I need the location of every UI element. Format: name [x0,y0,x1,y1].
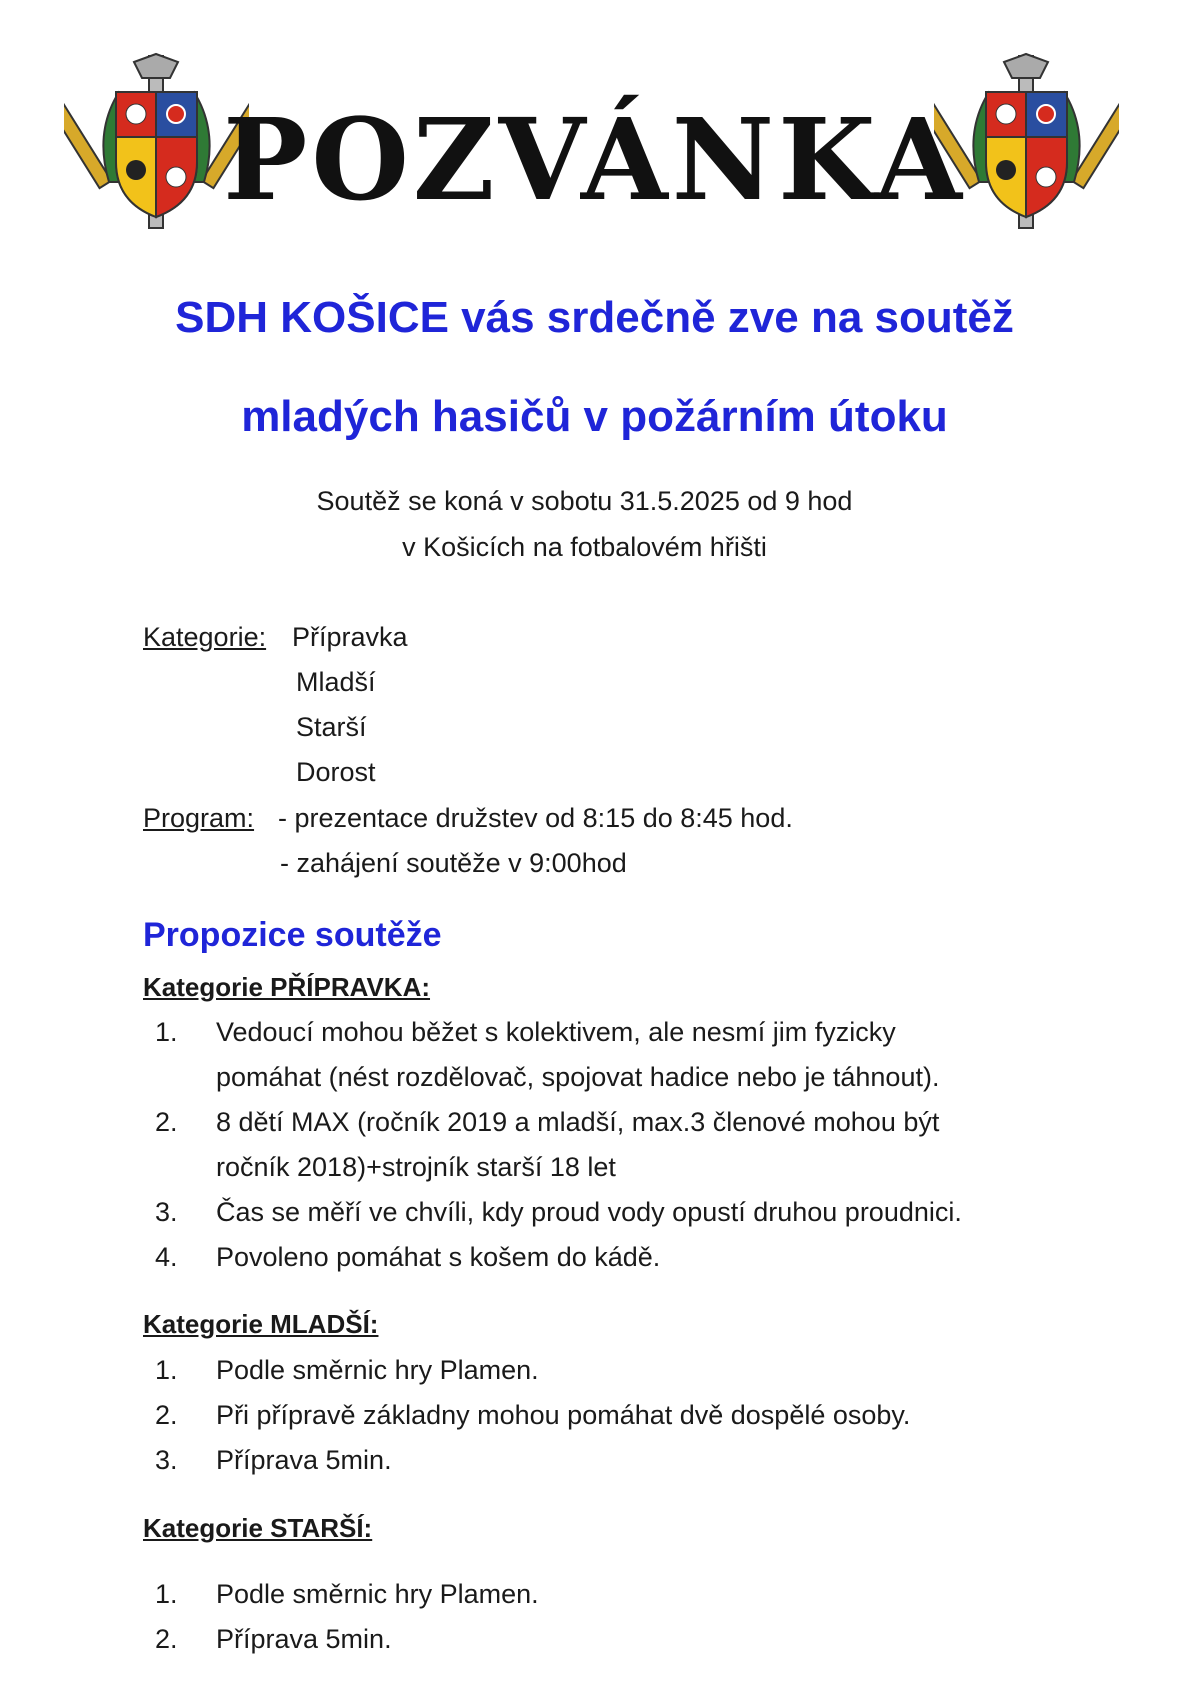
list-item: Podle směrnic hry Plamen. [216,1579,539,1609]
list-item: ročník 2018)+strojník starší 18 let [216,1152,616,1182]
headline-line-1: SDH KOŠICE vás srdečně zve na soutěž [175,293,1014,342]
starsi-heading: Kategorie STARŠÍ: [143,1513,373,1543]
list-item-number: 4. [155,1242,178,1272]
list-item-number: 3. [155,1445,178,1475]
category-item: Starší [296,712,367,742]
list-item: Povoleno pomáhat s košem do kádě. [216,1242,661,1272]
pripravka-heading: Kategorie PŘÍPRAVKA: [143,972,431,1002]
headline-line-2: mladých hasičů v požárním útoku [241,392,948,441]
list-item: pomáhat (nést rozdělovač, spojovat hadice nebo je táhnout). [216,1062,940,1092]
list-item-number: 2. [155,1107,178,1137]
program-item: - zahájení soutěže v 9:00hod [280,848,627,878]
event-location-line: v Košicích na fotbalovém hřišti [402,532,767,562]
category-item: Dorost [296,757,376,787]
list-item: Příprava 5min. [216,1445,392,1475]
list-item-number: 1. [155,1579,178,1609]
event-date-line: Soutěž se koná v sobotu 31.5.2025 od 9 hod [316,486,853,516]
list-item: 8 dětí MAX (ročník 2019 a mladší, max.3 členové mohou být [216,1107,940,1137]
category-item: Mladší [296,667,376,697]
list-item: Čas se měří ve chvíli, kdy proud vody opustí druhou proudnici. [216,1197,962,1227]
page-title: POZVÁNKA [223,95,966,226]
rules-title: Propozice soutěže [143,916,442,954]
program-label: Program: [143,803,255,833]
list-item: Příprava 5min. [216,1624,392,1654]
list-item: Při přípravě základny mohou pomáhat dvě dospělé osoby. [216,1400,911,1430]
list-item: Vedoucí mohou běžet s kolektivem, ale nesmí jim fyzicky [216,1017,896,1047]
list-item-number: 2. [155,1624,178,1654]
program-item: - prezentace družstev od 8:15 do 8:45 hod. [278,803,793,833]
category-item: Přípravka [292,622,408,652]
list-item: Podle směrnic hry Plamen. [216,1355,539,1385]
mladsi-heading: Kategorie MLADŠÍ: [143,1309,379,1339]
list-item-number: 1. [155,1017,178,1047]
list-item-number: 3. [155,1197,178,1227]
list-item-number: 1. [155,1355,178,1385]
list-item-number: 2. [155,1400,178,1430]
categories-label: Kategorie: [143,622,267,652]
